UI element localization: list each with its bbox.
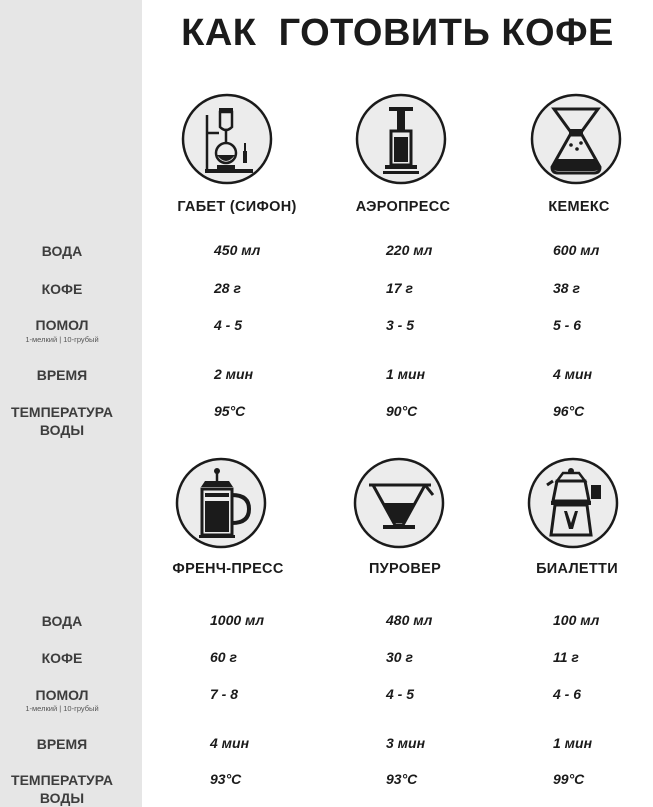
- value-coffee: 60 г: [210, 649, 237, 665]
- page-title: КАК ГОТОВИТЬ КОФЕ: [181, 12, 614, 54]
- value-temp: 93°С: [386, 771, 418, 787]
- value-water: 480 мл: [386, 612, 433, 628]
- value-time: 1 мин: [386, 366, 426, 382]
- label-grind-scale: 1-мелкий | 10-грубый: [25, 335, 99, 344]
- value-grind: 5 - 6: [553, 317, 582, 333]
- value-coffee: 17 г: [386, 280, 413, 296]
- value-time: 3 мин: [386, 735, 426, 751]
- siphon-icon: [181, 93, 273, 185]
- value-water: 600 мл: [553, 242, 600, 258]
- value-water: 1000 мл: [210, 612, 265, 628]
- label-coffee: КОФЕ: [41, 281, 83, 297]
- value-time: 2 мин: [214, 366, 254, 382]
- pour-over-icon: [353, 457, 445, 549]
- method-name-siphon: ГАБЕТ (СИФОН): [177, 199, 297, 215]
- value-grind: 4 - 6: [553, 686, 582, 702]
- value-temp: 95°С: [214, 403, 246, 419]
- method-name-aeropress: АЭРОПРЕСС: [355, 199, 451, 215]
- label-grind-scale: 1-мелкий | 10-грубый: [25, 704, 99, 713]
- label-coffee: КОФЕ: [41, 650, 83, 666]
- value-grind: 4 - 5: [386, 686, 415, 702]
- label-temp-line1: ТЕМПЕРАТУРА: [11, 404, 113, 420]
- value-temp: 96°С: [553, 403, 585, 419]
- value-temp: 93°С: [210, 771, 242, 787]
- label-water: ВОДА: [41, 243, 83, 259]
- method-name-chemex: КЕМЕКС: [548, 199, 610, 215]
- method-name-bialetti: БИАЛЕТТИ: [536, 561, 618, 577]
- label-grind: ПОМОЛ: [35, 317, 89, 333]
- aeropress-icon: [355, 93, 447, 185]
- label-time: ВРЕМЯ: [36, 367, 88, 383]
- value-time: 1 мин: [553, 735, 593, 751]
- value-temp: 90°С: [386, 403, 418, 419]
- label-grind: ПОМОЛ: [35, 687, 89, 703]
- label-temp-line2: ВОДЫ: [39, 790, 85, 806]
- value-water: 450 мл: [214, 242, 261, 258]
- method-name-french-press: ФРЕНЧ-ПРЕСС: [172, 561, 284, 577]
- value-water: 100 мл: [553, 612, 600, 628]
- value-coffee: 30 г: [386, 649, 413, 665]
- value-temp: 99°С: [553, 771, 585, 787]
- method-name-pour-over: ПУРОВЕР: [368, 561, 442, 577]
- value-water: 220 мл: [386, 242, 433, 258]
- value-time: 4 мин: [553, 366, 593, 382]
- value-time: 4 мин: [210, 735, 250, 751]
- label-temp-line2: ВОДЫ: [39, 422, 85, 438]
- label-water: ВОДА: [41, 613, 83, 629]
- value-grind: 4 - 5: [214, 317, 243, 333]
- value-grind: 7 - 8: [210, 686, 239, 702]
- value-coffee: 11 г: [553, 649, 579, 665]
- label-temp-line1: ТЕМПЕРАТУРА: [11, 772, 113, 788]
- value-grind: 3 - 5: [386, 317, 415, 333]
- value-coffee: 38 г: [553, 280, 580, 296]
- value-coffee: 28 г: [214, 280, 241, 296]
- bialetti-icon: [527, 457, 619, 549]
- french-press-icon: [175, 457, 267, 549]
- label-time: ВРЕМЯ: [36, 736, 88, 752]
- chemex-icon: [530, 93, 622, 185]
